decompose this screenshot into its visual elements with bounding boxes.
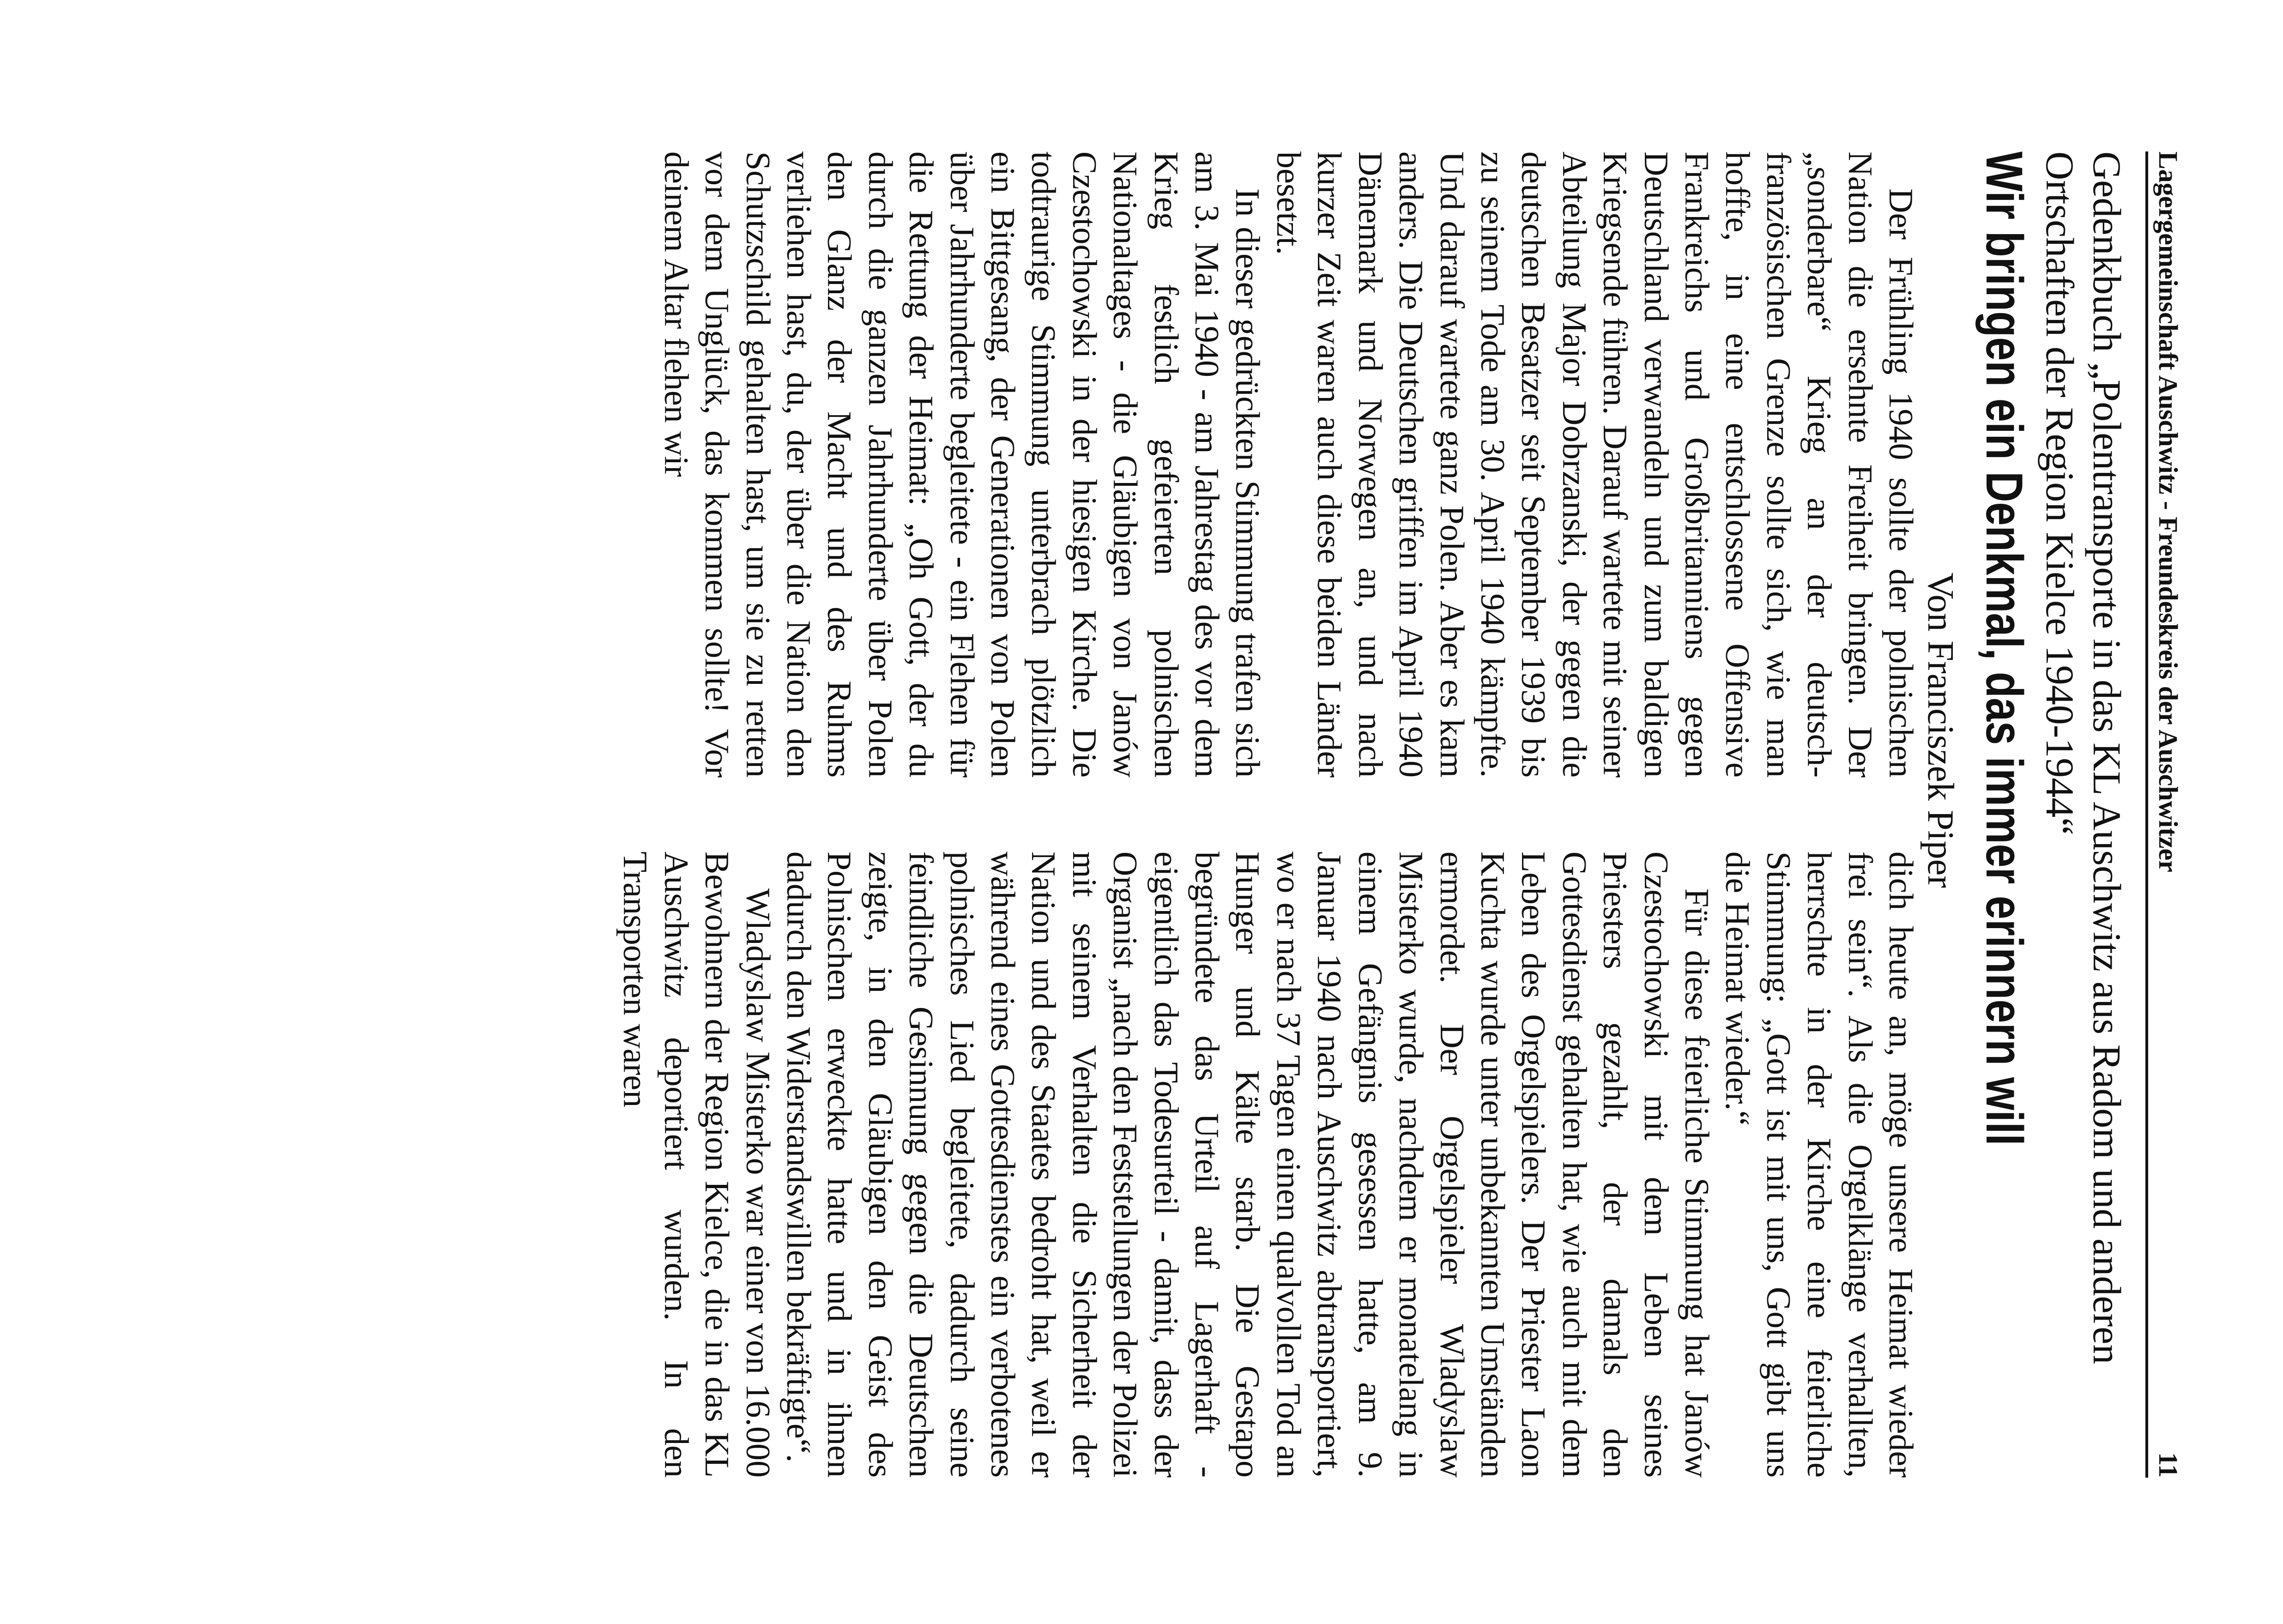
running-header [2153, 151, 2183, 1478]
running-title: Lagergemeinschaft Auschwitz - Freundeskreis der Auschwitzer [2153, 151, 2183, 873]
paragraph: dich heute an, möge unsere Heimat wieder frei sein“. Als die Orgelklänge verhallten, herrschte in der Kirche eine feierliche Stimmung: „Gott ist mit uns, Gott gibt uns die Heimat wieder.“ [1718, 851, 1920, 1478]
article-subtitle: Gedenkbuch „Polentransporte in das KL Auschwitz aus Radom und anderen Ortschaften der Region Kielce 1940-1944“ [2038, 151, 2129, 1364]
article-headline: Wir bringen ein Denkmal, das immer erinnern will [1975, 151, 2033, 1146]
paragraph: Für diese feierliche Stimmung hat Janów Czestochowski mit dem Leben seines Priesters gezahlt, der damals den Gottesdienst gehalten hat, wie auch mit dem Leben des Orgelspielers. Der Priester Laon Kuchta wurde unter unbekannten Umständen ermordet. Der Orgelspieler Wladyslaw Misterko wurde, nachdem er monatelang in einem Gefängnis gesessen hatte, am 9. Januar 1940 nach Auschwitz abtransportiert, wo er nach 37 Tagen einen qualvollen Tod an Hunger und Kälte starb. Die Gestapo begründete das Urteil auf Lagerhaft - eigentlich das Todesurteil - damit, dass der Organist „nach den Feststellungen der Polizei mit seinem Verhalten die Sicherheit der Nation und des Staates bedroht hat, weil er während eines Gottesdienstes ein verbotenes polnisches Lied begleitete, dadurch seine feindliche Gesinnung gegen die Deutschen zeigte, in den Gläubigen den Geist des Polnischen erweckte hatte und in ihnen dadurch den Widerstandswillen bekräftigte“. [779, 851, 1715, 1478]
text-column-left [74, 151, 1921, 778]
article-byline: Von Franciszek Piper [1920, 573, 1961, 888]
page-number: 11 [2153, 1452, 2183, 1478]
header-rule [2145, 151, 2148, 1478]
paragraph: Wladyslaw Misterko war einer von 16.000 Bewohnern der Region Kielce, die in das KL Auschwitz deportiert wurden. In den Transporten waren [616, 851, 777, 1478]
text-column-right [74, 851, 1921, 1478]
paragraph: Der Frühling 1940 sollte der polnischen Nation die ersehnte Freiheit bringen. Der „sonderbare“ Krieg an der deutsch-französischen Grenze sollte sich, wie man hoffte, in eine entschlossene Offensive Frankreichs und Großbritanniens gegen Deutschland verwandeln und zum baldigen Kriegsende führen. Darauf wartete mit seiner Abteilung Major Dobrzanski, der gegen die deutschen Besatzer seit September 1939 bis zu seinem Tode am 30. April 1940 kämpfte. Und darauf wartete ganz Polen. Aber es kam anders. Die Deutschen griffen im April 1940 Dänemark und Norwegen an, und nach kurzer Zeit waren auch diese beiden Länder besetzt. [1269, 151, 1920, 778]
paragraph: In dieser gedrückten Stimmung trafen sich am 3. Mai 1940 - am Jahrestag des vor dem Krieg festlich gefeierten polnischen Nationaltages - die Gläubigen von Janów Czestochowski in der hiesigen Kirche. Die todtraurige Stimmung unterbrach plötzlich ein Bittgesang, der Generationen von Polen über Jahrhunderte begleitete - ein Flehen für die Rettung der Heimat: „Oh Gott, der du durch die ganzen Jahrhunderte über Polen den Glanz der Macht und des Ruhms verliehen hast, du, der über die Nation den Schutzschild gehalten hast, um sie zu retten vor dem Unglück, das kommen sollte! Vor deinem Altar flehen wir [657, 151, 1267, 778]
